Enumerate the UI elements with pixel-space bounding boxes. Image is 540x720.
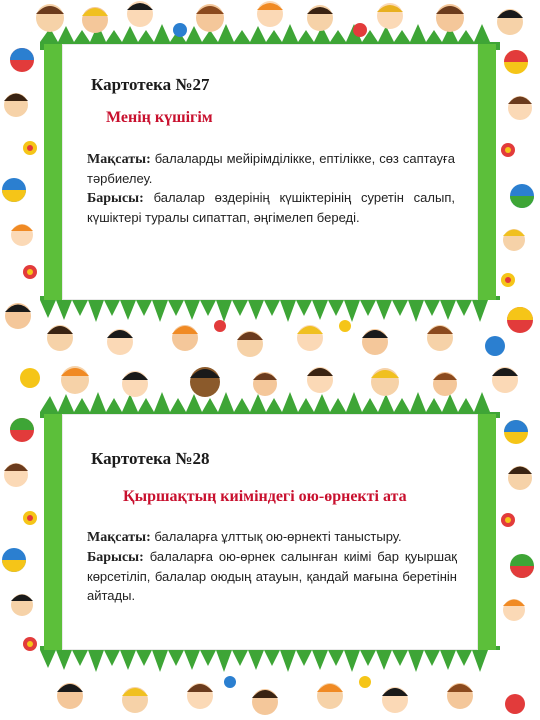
- goal-label: Мақсаты:: [87, 530, 151, 545]
- process-label: Барысы:: [87, 550, 144, 565]
- game-name: Менің күшігім: [106, 109, 213, 126]
- game-name: Қыршақтың киіміндегі ою-өрнекті ата: [123, 488, 407, 505]
- card-title: Картотека №27: [91, 75, 210, 94]
- process-text: балалар өздерінің күшіктерінің суретін салып, күшіктері туралы сипаттап, әңгімелеп береді.: [87, 190, 455, 225]
- process-label: Барысы:: [87, 191, 144, 206]
- process-paragraph: [87, 188, 455, 227]
- process-text: балаларға ою-өрнек салынған киімі бар қуыршақ көрсетіліп, балалар оюдың атауын, қандай мағына беретінін айтады.: [87, 549, 457, 603]
- goal-paragraph: [87, 527, 457, 547]
- card-title: Картотека №28: [91, 449, 210, 468]
- card-frame-28: [0, 360, 540, 720]
- goal-label: Мақсаты:: [87, 152, 151, 167]
- card-28: [62, 414, 478, 650]
- card-27: [62, 44, 478, 300]
- goal-text: балаларға ұлттық ою-өрнекті таныстыру.: [154, 529, 402, 544]
- process-paragraph: [87, 547, 457, 605]
- goal-text: балаларды мейірімділікке, ептілікке, сөз саптауға тәрбиелеу.: [87, 151, 455, 186]
- card-body: [87, 527, 457, 605]
- goal-paragraph: [87, 149, 455, 188]
- card-body: [87, 149, 455, 227]
